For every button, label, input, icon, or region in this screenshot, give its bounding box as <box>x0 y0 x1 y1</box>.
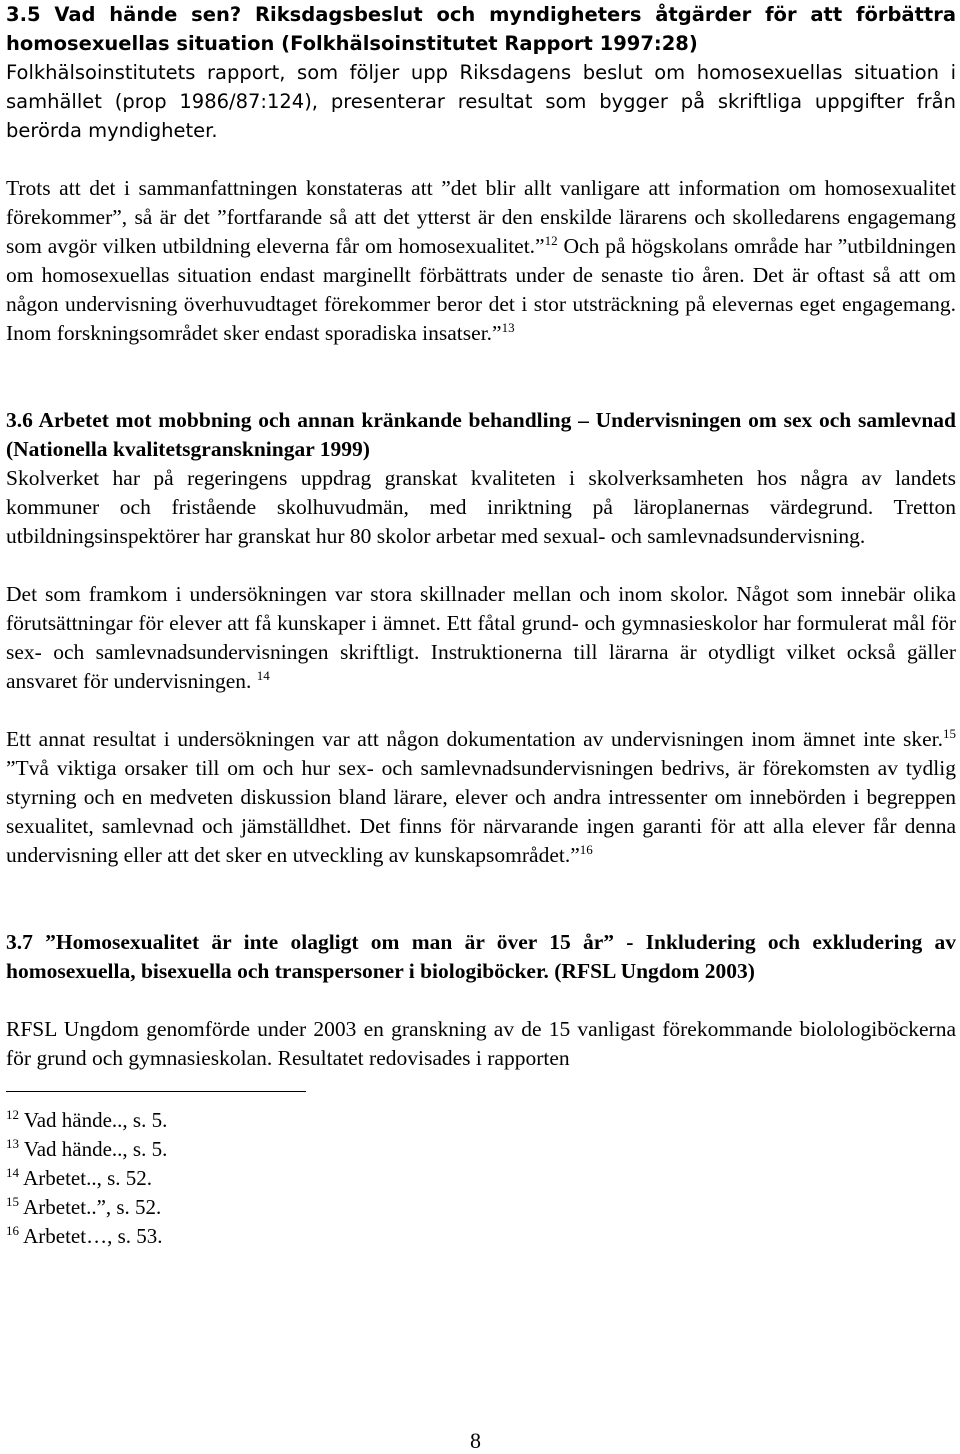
footnote-ref-12[interactable]: 12 <box>544 232 558 248</box>
section-3-5-paragraph <box>6 174 956 348</box>
footnote-number: 16 <box>6 1223 19 1238</box>
footnote-text: Vad hände.., s. 5. <box>23 1108 168 1132</box>
footnote-number: 14 <box>6 1165 19 1180</box>
section-3-6-paragraph-3 <box>6 725 956 870</box>
footnote-text: Arbetet…, s. 53. <box>23 1224 163 1248</box>
paragraph-text: Och på högskolans område har ”utbildningen om homosexuellas situation endast marginellt förbättrats under de senaste tio åren. Det är oftast så att om någon undervisning överhuvudtaget förekommer beror det i stor utsträckning på elevernas eget engagemang. Inom forskningsområdet sker endast sporadiska insatser.” <box>6 234 956 345</box>
document-page <box>6 0 956 1251</box>
footnote-ref-15[interactable]: 15 <box>943 725 956 741</box>
section-3-5-heading: 3.5 Vad hände sen? Riksdagsbeslut och myndigheters åtgärder för att förbättra homosexuellas situation (Folkhälsoinstitutet Rapport 1997:28) <box>6 3 956 55</box>
page-number: 8 <box>470 1428 481 1453</box>
footnote <box>6 1164 956 1193</box>
section-3-7-heading: 3.7 ”Homosexualitet är inte olagligt om man är över 15 år” - Inkludering och exkludering av homosexuella, bisexuella och transpersoner i biologiböcker. (RFSL Ungdom 2003) <box>6 930 956 983</box>
footnote-ref-14[interactable]: 14 <box>256 667 270 683</box>
paragraph-text: Det som framkom i undersökningen var stora skillnader mellan och inom skolor. Något som innebär olika förutsättningar för elever att få kunskaper i ämnet. Ett fåtal grund- och gymnasieskolor har formulerat mål för sex- och samlevnadsundervisningen skriftligt. Instruktionerna till lärarna är otydligt vilket också gäller ansvaret för undervisningen. <box>6 582 956 693</box>
paragraph-text: Ett annat resultat i undersökningen var att någon dokumentation av undervisningen inom ämnet inte sker. <box>6 727 943 751</box>
footnote-number: 15 <box>6 1194 19 1209</box>
paragraph-text: Trots att det i sammanfattningen konstateras att ”det blir allt vanligare att information om homosexualitet förekommer”, så är det ”fortfarande så att det ytterst är den enskilde lärarens och skolledarens engagemang som avgör vilken utbildning eleverna får om homosexualitet.” <box>6 176 956 258</box>
footnote-text: Arbetet.., s. 52. <box>23 1166 152 1190</box>
section-3-6-heading: 3.6 Arbetet mot mobbning och annan kränkande behandling – Undervisningen om sex och samlevnad (Nationella kvalitetsgranskningar 1999) <box>6 408 956 461</box>
footnote-ref-13[interactable]: 13 <box>501 319 515 335</box>
paragraph-text: ”Två viktiga orsaker till om och hur sex- och samlevnadsundervisningen bedrivs, är förekomsten av tydlig styrning och en medveten diskussion bland lärare, elever och andra intressenter om innebörden i begreppen sexualitet, samlevnad och jämställdhet. Det finns för närvarande ingen garanti för att alla elever får denna undervisning eller att det sker en utveckling av kunskapsområdet.” <box>6 756 956 867</box>
footnote-number: 12 <box>6 1107 19 1122</box>
footnote-text: Arbetet..”, s. 52. <box>23 1195 162 1219</box>
footnote-ref-16[interactable]: 16 <box>579 841 593 857</box>
footnote <box>6 1193 956 1222</box>
footnote-text: Vad hände.., s. 5. <box>23 1137 168 1161</box>
section-3-6-paragraph-2 <box>6 580 956 696</box>
footnote-separator <box>6 1091 306 1092</box>
section-3-5-intro: Folkhälsoinstitutets rapport, som följer upp Riksdagens beslut om homosexuellas situation i samhället (prop 1986/87:124), presenterar resultat som bygger på skriftliga uppgifter från berörda myndigheter. <box>6 61 956 142</box>
section-3-7-paragraph: RFSL Ungdom genomförde under 2003 en granskning av de 15 vanligast förekommande biolologiböckerna för grund och gymnasieskolan. Resultatet redovisades i rapporten <box>6 1017 956 1070</box>
section-3-6-paragraph-1: Skolverket har på regeringens uppdrag granskat kvaliteten i skolverksamheten hos några av landets kommuner och fristående skolhuvudmän, med inriktning på läroplanernas värdegrund. Tretton utbildningsinspektörer har granskat hur 80 skolor arbetar med sexual- och samlevnadsundervisning. <box>6 466 956 548</box>
footnote <box>6 1106 956 1135</box>
footnote <box>6 1222 956 1251</box>
footnote <box>6 1135 956 1164</box>
footnote-number: 13 <box>6 1136 19 1151</box>
footnotes <box>6 1106 956 1251</box>
